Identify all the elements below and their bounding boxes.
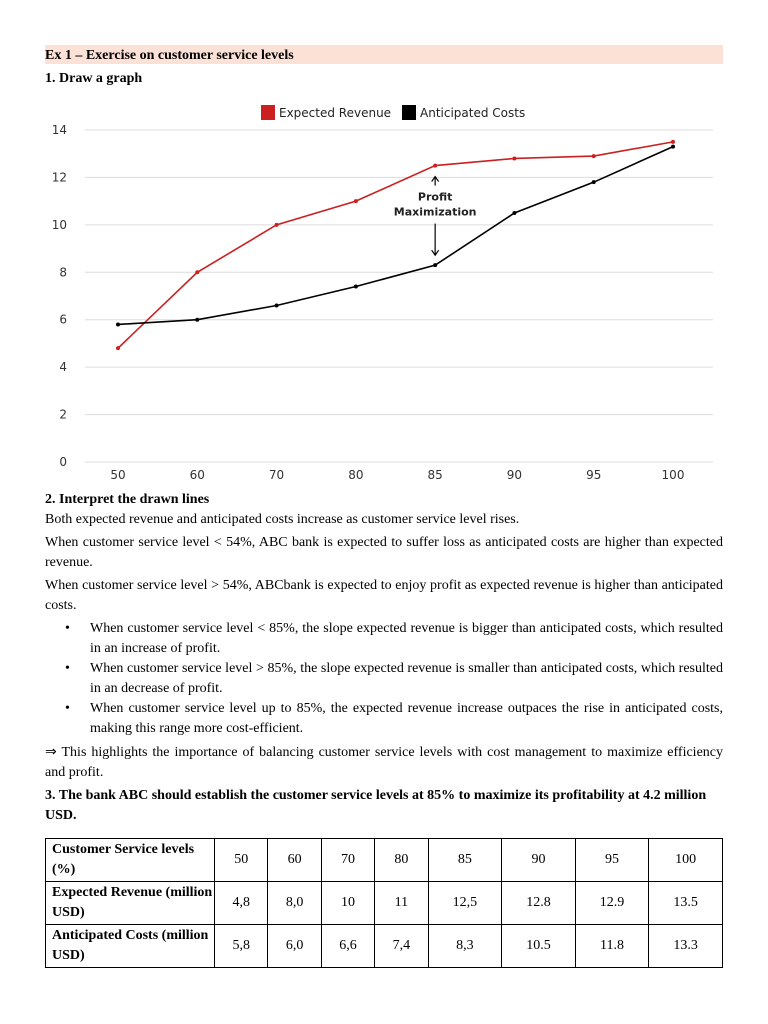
chart-series [116,140,675,350]
table-cell: 6,0 [268,925,321,968]
y-tick-label: 14 [51,123,67,137]
data-point [275,223,279,227]
section-heading-interpret: 2. Interpret the drawn lines [45,492,210,507]
chart-grid [85,130,713,462]
data-point [433,263,437,267]
x-axis-ticks [110,468,684,482]
y-tick-label: 8 [59,265,67,280]
table-cell: 95 [575,839,649,882]
table-row [46,882,723,925]
table-cell: 13.5 [649,882,723,925]
table-cell: 12,5 [428,882,502,925]
data-point [195,318,199,322]
implies-arrow-icon: ⇒ [45,744,57,760]
bullet-item: • When customer service level < 85%, the slope expected revenue is bigger than anticipated costs, which resulted in an increase of profit. [65,621,723,656]
table-cell: 8,3 [428,925,502,968]
table-row [46,925,723,968]
y-tick-label: 2 [59,407,67,422]
y-tick-label: 6 [59,312,67,327]
y-tick-label: 0 [59,455,67,469]
table-cell: 11.8 [575,925,649,968]
y-tick-label: 10 [51,217,67,232]
x-tick-label: 60 [189,468,205,482]
row-header: Anticipated Costs (million USD) [46,925,215,968]
table-cell: 100 [649,839,723,882]
interpretation-section [45,490,723,826]
row-header: Expected Revenue (million USD) [46,882,215,925]
section-heading-answer: 3. The bank ABC should establish the customer service levels at 85% to maximize its profitability at 4.2 million USD. [45,788,707,823]
row-header: Customer Service levels (%) [46,839,215,882]
data-point [354,199,358,203]
legend-label: Anticipated Costs [420,106,526,120]
x-tick-label: 85 [427,468,443,482]
data-point [592,180,596,184]
legend-swatch [261,105,275,120]
x-tick-label: 100 [661,468,685,482]
table-cell: 70 [321,839,374,882]
x-tick-label: 95 [586,468,602,482]
table-cell: 11 [375,882,428,925]
data-table [45,838,723,968]
bullet-dot-icon: • [65,661,70,676]
line-chart [45,98,723,490]
paragraph-conclusion: ⇒ This highlights the importance of balancing customer service levels with cost management to maximize efficiency and profit. [45,744,724,780]
data-point [592,154,596,158]
table-cell: 4,8 [215,882,268,925]
table-cell: 8,0 [268,882,321,925]
table-row [46,839,723,882]
chart-legend [261,105,525,120]
table-cell: 90 [502,839,576,882]
y-tick-label: 12 [51,170,67,185]
legend-swatch [402,105,416,120]
table-cell: 10.5 [502,925,576,968]
table-cell: 80 [375,839,428,882]
data-point [512,156,516,160]
series-line-anticipated-costs [118,147,673,325]
bullet-dot-icon: • [65,701,70,716]
bullet-item: • When customer service level up to 85%, the expected revenue increase outpaces the rise in anticipated costs, making this range more cost-efficient. [65,701,723,736]
data-point [354,285,358,289]
paragraph-profit: When customer service level > 54%, ABCbank is expected to enjoy profit as expected revenue is higher than anticipated costs. [45,578,723,613]
table-cell: 50 [215,839,268,882]
bullet-list [45,619,723,739]
profit-maximization-annotation [394,177,477,256]
data-point [512,211,516,215]
data-point [116,322,120,326]
y-tick-label: 4 [59,360,67,375]
series-line-expected-revenue [118,142,673,348]
paragraph-trend: Both expected revenue and anticipated costs increase as customer service level rises. [45,512,520,527]
annotation-line-1: Profit [417,190,453,204]
x-tick-label: 80 [348,468,364,482]
table-cell: 10 [321,882,374,925]
table-cell: 6,6 [321,925,374,968]
table-cell: 5,8 [215,925,268,968]
annotation-line-2: Maximization [393,205,477,219]
data-point [195,270,199,274]
data-point [433,164,437,168]
x-tick-label: 90 [506,468,523,482]
bullet-item: • When customer service level > 85%, the slope expected revenue is smaller than anticipated costs, which resulted in an decrease of profit. [65,661,723,696]
table-cell: 12.8 [502,882,576,925]
data-point [671,140,675,144]
section-heading-draw-graph: 1. Draw a graph [45,71,143,86]
table-cell: 85 [428,839,502,882]
data-point [671,145,675,149]
bullet-dot-icon: • [65,621,70,636]
table-cell: 7,4 [375,925,428,968]
x-tick-label: 50 [110,468,126,482]
x-tick-label: 70 [268,468,285,482]
table-cell: 60 [268,839,321,882]
table-cell: 12.9 [575,882,649,925]
paragraph-loss: When customer service level < 54%, ABC bank is expected to suffer loss as anticipated costs are higher than expected revenue. [45,535,723,570]
legend-label: Expected Revenue [279,106,392,120]
data-point [275,303,279,307]
table-cell: 13.3 [649,925,723,968]
data-point [116,346,120,350]
exercise-title: Ex 1 – Exercise on customer service levels [45,45,723,64]
y-axis-ticks [52,123,67,469]
